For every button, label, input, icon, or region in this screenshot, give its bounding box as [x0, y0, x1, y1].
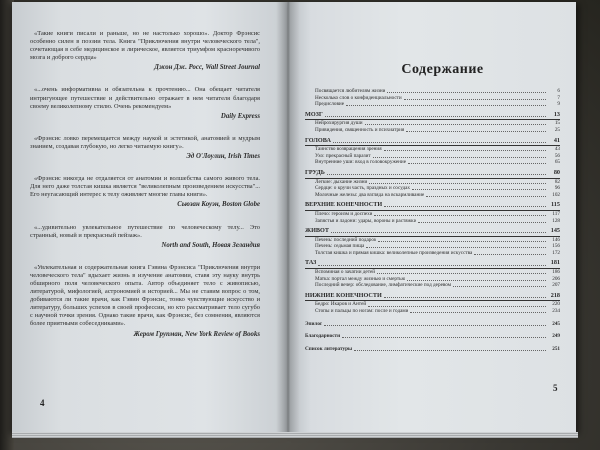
- toc-entry-label: Бедро: Икаров и Антей: [315, 301, 367, 308]
- toc-leader-dots: [365, 123, 546, 125]
- toc-entry-page: 43: [554, 146, 560, 153]
- toc-entry: [305, 346, 560, 353]
- toc-leader-dots: [373, 156, 546, 158]
- toc-section: [305, 228, 560, 237]
- quote-source: Сьюзан Коуэн, Boston Globe: [177, 201, 260, 209]
- toc-leader-dots: [366, 246, 546, 248]
- table-of-contents: [305, 62, 560, 352]
- toc-entry: [305, 179, 560, 186]
- review-quote: [30, 264, 260, 339]
- toc-entry-page: 7: [557, 94, 560, 101]
- toc-leader-dots: [331, 231, 546, 233]
- toc-section: [305, 293, 560, 302]
- toc-section: [305, 202, 560, 211]
- toc-entry-page: 156: [552, 243, 560, 250]
- toc-entry-page: 172: [552, 249, 560, 256]
- toc-entry: [305, 333, 560, 340]
- toc-entry-label: Нейрохирургия души: [315, 120, 363, 127]
- toc-entry-page: 146: [552, 236, 560, 243]
- toc-entry-label: Толстая кишка и прямая кишка: великолепные произведения искусства: [315, 249, 473, 256]
- toc-entry-page: 220: [552, 301, 560, 308]
- toc-section: [305, 170, 560, 179]
- toc-leader-dots: [412, 188, 546, 190]
- toc-leader-dots: [474, 253, 546, 255]
- toc-entry-label: Несколько слов о конфиденциальности: [315, 94, 402, 101]
- toc-entry-label: Эпилог: [305, 320, 323, 327]
- quote-text: «...очень информативна и обязательна к прочтению... Она обещает читателя интригующее путешествие и действительно отражает в нем читателя благодаря своему великолепному стилю. Очень рекомендуем»: [30, 86, 260, 110]
- toc-entry-label: ЖИВОТ: [305, 228, 329, 235]
- toc-leader-dots: [453, 285, 546, 287]
- toc-entry-page: 249: [552, 333, 560, 340]
- toc-entry: [305, 321, 560, 328]
- toc-entry-label: Печень: последний подарок: [315, 236, 377, 243]
- toc-section: [305, 138, 560, 147]
- toc-entry-label: Таинство возвращения зрения: [315, 146, 382, 153]
- toc-leader-dots: [410, 311, 546, 313]
- toc-entry: [305, 269, 560, 276]
- toc-leader-dots: [333, 141, 546, 143]
- page-stack-edge: [12, 432, 578, 438]
- toc-entry-page: 234: [552, 308, 560, 315]
- toc-entry: [305, 146, 560, 153]
- toc-entry-page: 41: [553, 136, 560, 144]
- toc-entry-page: 80: [553, 168, 560, 176]
- toc-entry-label: Вспоминая о зачатии детей: [315, 269, 376, 276]
- toc-entry-page: 102: [552, 191, 560, 198]
- toc-leader-dots: [369, 182, 546, 184]
- toc-entry: [305, 308, 560, 315]
- quote-text: «Такие книги писали и раньше, но не настолько хорошо». Доктор Фрэнсис особенно силен в поэзии тела. Книга "Приключения внутри человеческого тела", сочетающая в себе медицинское и лирическое, является триумфом красноречивого мозга и доброго сердца»: [30, 30, 260, 62]
- toc-entry-label: Молочные железы: два взгляда на вскармливание: [315, 191, 425, 198]
- toc-entry-page: 56: [554, 152, 560, 159]
- toc-entry: [305, 301, 560, 308]
- toc-leader-dots: [324, 324, 546, 326]
- quote-text: «...удивительно увлекательное путешествие по человеческому телу... Это странный, новый и прекрасный пейзаж».: [30, 223, 260, 239]
- toc-entry-page: 245: [552, 320, 560, 327]
- toc-entry: [305, 211, 560, 218]
- quote-text: «Увлекательная и содержательная книга Гэвина Фрэнсиса "Приключения внутри человеческого тела" вдыхает жизнь в изучение анатомии, ставя эту науку внутрь обширного поля человеческого опыта. Автор объединяет тело с живописью, литературой, мифологией, астрономией и историей... Мы не ставим вопрос о том, добиваются ли такие врачи, как Гэвин Фрэнсис, тонко чувствующие искусство и литературу, больших успехов в своей профессии, но кто рассматривает тело сугубо с научной точки зрения. Однако такие врачи, как Фрэнсис, без сомнения, являются более приятными собеседниками».: [30, 263, 260, 328]
- toc-leader-dots: [354, 349, 546, 351]
- toc-leader-dots: [404, 98, 546, 100]
- quote-text: «Фрэнсис ловко перемещается между наукой и эстетикой, анатомией и мудрым знанием, создавая глубокую, но легко читаемую книгу».: [30, 134, 260, 150]
- quote-source: Жером Групман, New York Review of Books: [133, 330, 260, 338]
- book-gutter: [276, 2, 300, 432]
- toc-entry-page: 65: [554, 159, 560, 166]
- toc-leader-dots: [407, 279, 546, 281]
- toc-entry-label: Список литературы: [305, 345, 353, 352]
- toc-entry-page: 115: [551, 201, 560, 209]
- toc-entry-label: Ухо: прекрасный паразит: [315, 152, 371, 159]
- toc-leader-dots: [378, 240, 546, 242]
- review-quote: [30, 175, 260, 209]
- toc-leader-dots: [318, 264, 546, 266]
- toc-leader-dots: [346, 104, 546, 106]
- toc-leader-dots: [426, 195, 546, 197]
- toc-entry-label: Внутренние уши: вход в головокружение: [315, 159, 407, 166]
- toc-entry: [305, 237, 560, 244]
- toc-entry-label: ВЕРХНИЕ КОНЕЧНОСТИ: [305, 202, 383, 209]
- toc-leader-dots: [374, 214, 546, 216]
- quote-source: Джон Дж. Росс, Wall Street Journal: [154, 64, 260, 72]
- toc-entry-page: 181: [550, 259, 560, 267]
- toc-entry: [305, 127, 560, 134]
- review-quote: [30, 224, 260, 250]
- toc-entry-page: 9: [557, 101, 560, 108]
- toc-entry-label: Матка: портал между жизнью и смертью: [315, 275, 406, 282]
- toc-leader-dots: [384, 296, 546, 298]
- review-quotes: [30, 30, 260, 353]
- toc-entry-label: Привидения, священность и психиатрия: [315, 126, 405, 133]
- quote-source: Daily Express: [220, 112, 260, 120]
- toc-leader-dots: [418, 221, 546, 223]
- toc-entry-page: 117: [552, 210, 560, 217]
- toc-entry: [305, 243, 560, 250]
- toc-leader-dots: [406, 130, 546, 132]
- quote-source: North and South, Новая Зеландия: [161, 241, 260, 249]
- toc-entry-page: 207: [552, 282, 560, 289]
- toc-leader-dots: [325, 115, 546, 117]
- toc-entry-label: Последний вечер: обследование, лимфатические под деревом: [315, 282, 452, 289]
- toc-entry-page: 13: [553, 110, 560, 118]
- toc-entry-page: 128: [552, 217, 560, 224]
- toc-leader-dots: [342, 336, 546, 338]
- review-quote: [30, 86, 260, 120]
- toc-entry: [305, 159, 560, 166]
- toc-entry-label: ГОЛОВА: [305, 137, 331, 144]
- contents-title: Содержание: [401, 62, 484, 77]
- toc-leader-dots: [377, 272, 546, 274]
- toc-entry: [305, 192, 560, 199]
- toc-entry: [305, 185, 560, 192]
- toc-entry-label: Печень: седьмая пища: [315, 243, 365, 250]
- quote-text: «Фрэнсис никогда не отдаляется от анатомии и волшебства самого живого тела. Для него даже толстая кишка является "великолепным произведением искусства"... Его неугасающий интерес к телу оживляет многие главы книги».: [30, 175, 260, 199]
- toc-entry-label: Благодарности: [305, 333, 341, 340]
- toc-entry: [305, 95, 560, 102]
- toc-entry: [305, 88, 560, 95]
- toc-entry-label: Плечо: героизм и доспехи: [315, 210, 373, 217]
- toc-section: [305, 260, 560, 269]
- toc-entry-label: МОЗГ: [305, 111, 323, 118]
- toc-entry-page: 206: [552, 275, 560, 282]
- toc-leader-dots: [387, 91, 546, 93]
- toc-leader-dots: [368, 305, 546, 307]
- toc-entry-page: 6: [557, 88, 560, 94]
- toc-entry-page: 96: [554, 185, 560, 192]
- toc-leader-dots: [384, 205, 546, 207]
- review-quote: [30, 135, 260, 161]
- toc-entry: [305, 153, 560, 160]
- toc-entry: [305, 282, 560, 289]
- toc-entry-label: Сердце: о кручи часть, праздных и сосудах: [315, 185, 411, 192]
- toc-entry-label: НИЖНИЕ КОНЕЧНОСТИ: [305, 292, 382, 299]
- toc-leader-dots: [408, 162, 546, 164]
- toc-leader-dots: [327, 173, 546, 175]
- toc-entry: [305, 276, 560, 283]
- toc-entry-label: ГРУДЬ: [305, 169, 325, 176]
- page-number-right: 5: [553, 383, 558, 393]
- toc-entry-label: Предисловие: [315, 101, 345, 108]
- toc-section: [305, 112, 560, 121]
- toc-entry: [305, 218, 560, 225]
- toc-entry-label: Легкие: дыхание жизни: [315, 178, 368, 185]
- review-quote: [30, 30, 260, 72]
- quote-source: Эд О'Лоулин, Irish Times: [186, 153, 260, 161]
- toc-entry-label: Посвящается любителям жизни: [315, 88, 386, 94]
- toc-entry: [305, 120, 560, 127]
- toc-list: [305, 88, 560, 352]
- toc-entry: [305, 101, 560, 108]
- toc-entry-page: 82: [554, 178, 560, 185]
- toc-entry-label: ТАЗ: [305, 260, 317, 267]
- toc-entry-page: 145: [550, 227, 560, 235]
- toc-entry-page: 186: [552, 269, 560, 276]
- toc-entry-page: 251: [552, 345, 560, 352]
- toc-entry-label: Стопы и пальцы по ногам: после и годами: [315, 308, 409, 315]
- toc-entry-page: 15: [554, 120, 560, 127]
- toc-entry-label: Запястья и ладони: удары, вороны и растяжки: [315, 217, 417, 224]
- page-number-left: 4: [40, 398, 45, 408]
- toc-entry-page: 25: [554, 126, 560, 133]
- toc-leader-dots: [384, 149, 546, 151]
- toc-entry-page: 218: [550, 291, 560, 299]
- toc-entry: [305, 250, 560, 257]
